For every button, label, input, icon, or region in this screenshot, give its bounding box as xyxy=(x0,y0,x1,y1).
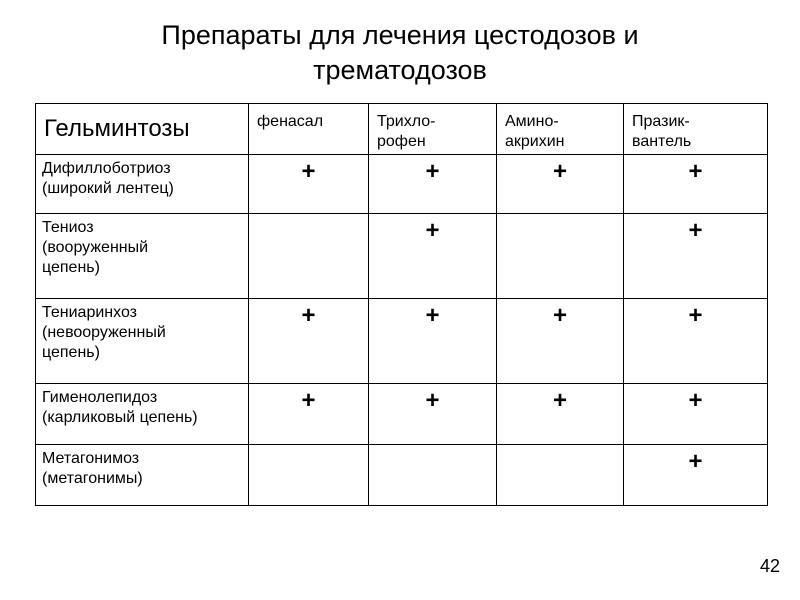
disease-cell xyxy=(36,299,249,384)
table-header-row xyxy=(36,104,768,155)
header-drug-line: рофен xyxy=(377,133,426,150)
effect-mark: + xyxy=(624,445,768,506)
disease-line: цепень) xyxy=(42,259,100,276)
disease-line: Метагонимоз xyxy=(42,450,140,467)
disease-cell xyxy=(36,445,249,506)
effect-mark: + xyxy=(624,384,768,445)
disease-line: (невооруженный xyxy=(42,324,166,341)
disease-line: (широкий лентец) xyxy=(42,180,174,197)
header-drug xyxy=(624,104,768,155)
effect-mark: + xyxy=(249,155,369,214)
disease-line: Тениаринхоз xyxy=(42,304,137,321)
effect-mark xyxy=(249,445,369,506)
table-row xyxy=(36,155,768,214)
header-drug xyxy=(369,104,497,155)
effect-mark: + xyxy=(624,155,768,214)
effect-mark: + xyxy=(497,155,624,214)
effect-mark: + xyxy=(497,299,624,384)
header-drug-line: Празик- xyxy=(632,113,690,130)
disease-line: цепень) xyxy=(42,344,100,361)
title-line-1: Препараты для лечения цестодозов и xyxy=(161,20,639,50)
header-drug-line: фенасал xyxy=(257,113,324,130)
title-line-2: трематодозов xyxy=(313,55,487,85)
disease-line: Гименолепидоз xyxy=(42,389,158,406)
header-drug-line: Трихло- xyxy=(377,113,436,130)
table-row xyxy=(36,445,768,506)
disease-line: (вооруженный xyxy=(42,239,149,256)
header-drug xyxy=(497,104,624,155)
header-drug-line: акрихин xyxy=(505,133,565,150)
disease-cell xyxy=(36,384,249,445)
page-title xyxy=(0,18,800,88)
effect-mark: + xyxy=(369,299,497,384)
effect-mark: + xyxy=(624,299,768,384)
effect-mark: + xyxy=(369,384,497,445)
disease-line: Тениоз xyxy=(42,219,94,236)
disease-cell xyxy=(36,155,249,214)
disease-line: (карликовый цепень) xyxy=(42,409,198,426)
effect-mark: + xyxy=(249,299,369,384)
header-drug-line: Амино- xyxy=(505,113,559,130)
drug-table xyxy=(35,103,768,506)
header-helminthoses: Гельминтозы xyxy=(36,104,249,155)
table-row xyxy=(36,384,768,445)
table-row xyxy=(36,299,768,384)
page-number: 42 xyxy=(759,556,780,576)
header-drug xyxy=(249,104,369,155)
effect-mark xyxy=(497,445,624,506)
effect-mark xyxy=(249,214,369,299)
table-row xyxy=(36,214,768,299)
effect-mark: + xyxy=(497,384,624,445)
effect-mark: + xyxy=(369,155,497,214)
disease-cell xyxy=(36,214,249,299)
header-drug-line: вантель xyxy=(632,133,692,150)
effect-mark xyxy=(369,445,497,506)
disease-line: Дифиллоботриоз xyxy=(42,160,171,177)
effect-mark: + xyxy=(624,214,768,299)
effect-mark xyxy=(497,214,624,299)
disease-line: (метагонимы) xyxy=(42,470,143,487)
effect-mark: + xyxy=(249,384,369,445)
effect-mark: + xyxy=(369,214,497,299)
